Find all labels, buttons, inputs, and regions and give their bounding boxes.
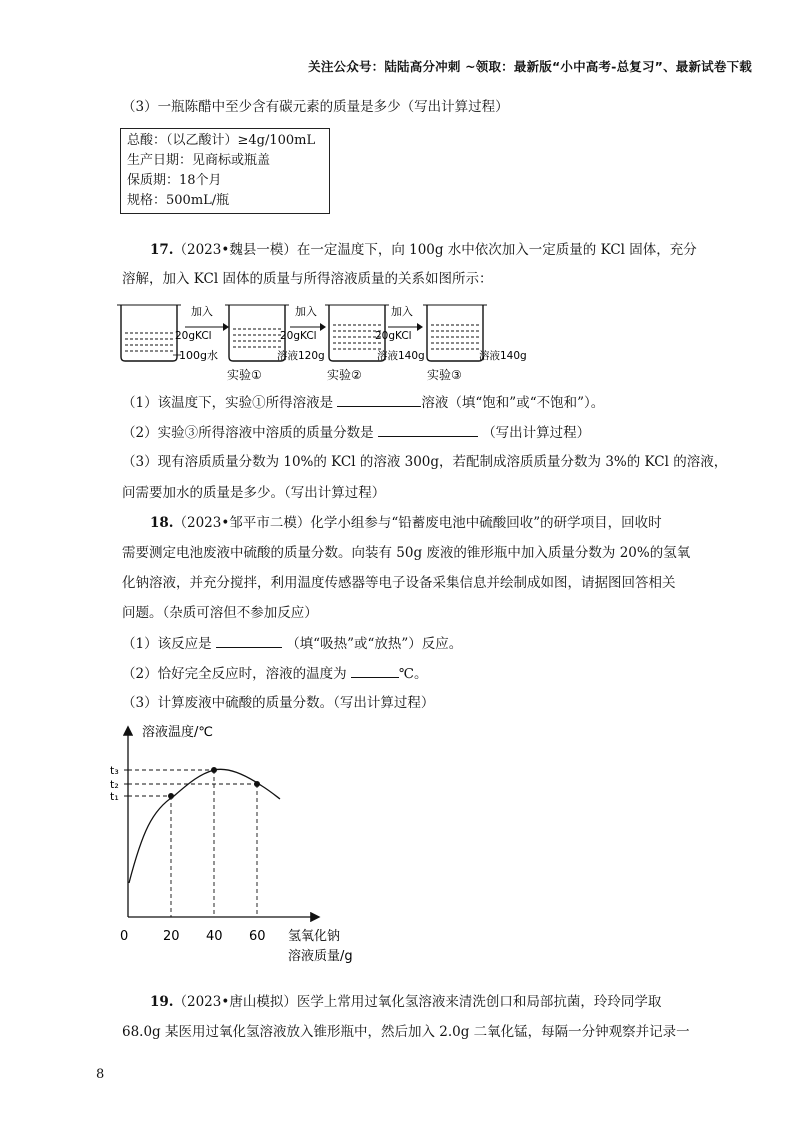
q17-part2 <box>122 422 590 443</box>
q18-part1-blank[interactable] <box>216 633 282 648</box>
y-tick-label-0: t₃ <box>110 764 119 777</box>
q17-intro-text: （2023•魏县一模）在一定温度下，向 100g 水中依次加入一定质量的 KCl 固体，充分 <box>173 242 697 258</box>
q18-part3: （3）计算废液中硫酸的质量分数。（写出计算过程） <box>122 695 435 711</box>
add-amount-3: 20gKCl <box>375 330 412 342</box>
q18-part1-prefix: （1）该反应是 <box>122 636 212 652</box>
q19-intro-1 <box>150 992 661 1012</box>
q18-intro-text: （2023•邹平市二模）化学小组参与“铅蓄废电池中硫酸回收”的研学项目，回收时 <box>173 515 662 531</box>
solution-label-1: 溶液120g <box>277 350 325 362</box>
x-tick-label-0: 20 <box>163 929 180 944</box>
add-amount-2: 20gKCl <box>280 330 317 342</box>
q17-part3-line1: （3）现有溶质质量分数为 10%的 KCl 的溶液 300g，若配制成溶质质量分数为 3%的 KCl 的溶液， <box>122 454 728 470</box>
vinegar-label-box <box>120 128 330 214</box>
page-number: 8 <box>96 1067 105 1082</box>
q18-intro-2: 需要测定电池废液中硫酸的质量分数。向装有 50g 废液的锥形瓶中加入质量分数为 20%的氢氧 <box>122 545 691 561</box>
label-line-date: 生产日期：见商标或瓶盖 <box>127 153 271 168</box>
add-label-2: 加入 <box>295 305 317 318</box>
experiment-2-label: 实验② <box>327 368 362 382</box>
origin-label: 0 <box>120 929 129 944</box>
x-axis-label-line1: 氢氧化钠 <box>288 929 341 944</box>
q18-intro-4: 问题。（杂质可溶但不参加反应） <box>122 605 318 621</box>
q17-intro-1 <box>150 240 697 260</box>
beaker-diagram <box>115 297 555 387</box>
add-label-1: 加入 <box>191 305 213 318</box>
add-label-3: 加入 <box>391 305 413 318</box>
q17-part1-suffix: 溶液（填“饱和”或“不饱和”）。 <box>421 395 605 411</box>
label-line-shelf: 保质期：18个月 <box>127 173 222 188</box>
experiment-1-label: 实验① <box>227 368 262 382</box>
label-line-acid: 总酸：（以乙酸计）≥4g/100mL <box>127 133 316 148</box>
beaker-1 <box>117 305 181 361</box>
experiment-3-label: 实验③ <box>427 368 462 382</box>
q18-intro-3: 化钠溶液，并充分搅拌，利用温度传感器等电子设备采集信息并绘制成如图，请据图回答相关 <box>122 575 676 591</box>
data-point-1 <box>211 767 217 773</box>
q19-intro-text: （2023•唐山模拟）医学上常用过氧化氢溶液来清洗创口和局部抗菌，玲玲同学取 <box>173 994 662 1010</box>
q16-part3: （3）一瓶陈醋中至少含有碳元素的质量是多少（写出计算过程） <box>122 99 509 115</box>
q17-part1 <box>122 392 604 413</box>
temperature-chart <box>110 718 370 973</box>
q17-part2-blank[interactable] <box>378 422 478 437</box>
solution-label-3: 溶液140g <box>479 350 527 362</box>
q18-part2 <box>122 663 428 684</box>
x-tick-label-2: 60 <box>249 929 266 944</box>
q19-intro-2: 68.0g 某医用过氧化氢溶液放入锥形瓶中，然后加入 2.0g 二氧化锰，每隔一分钟观察并记录一 <box>122 1024 690 1040</box>
data-point-2 <box>254 781 260 787</box>
solution-label-2: 溶液140g <box>377 350 425 362</box>
q17-part2-suffix: （写出计算过程） <box>482 425 591 441</box>
q18-number: 18. <box>150 515 174 531</box>
q17-part1-blank[interactable] <box>337 392 421 407</box>
y-axis-label: 溶液温度/℃ <box>142 725 213 740</box>
q19-number: 19. <box>150 994 174 1010</box>
x-tick-label-1: 40 <box>206 929 223 944</box>
page-header: 关注公众号：陆陆高分冲刺 ~领取：最新版“小中高考-总复习”、最新试卷下载 <box>308 59 752 74</box>
beaker-4 <box>423 305 487 361</box>
q18-part2-blank[interactable] <box>351 663 399 678</box>
q18-part2-suffix: ℃。 <box>398 666 428 682</box>
q17-part1-prefix: （1）该温度下，实验①所得溶液是 <box>122 395 334 411</box>
add-amount-1: 20gKCl <box>175 330 212 342</box>
x-axis-label-line2: 溶液质量/g <box>288 949 353 964</box>
q18-part1-suffix: （填“吸热”或“放热”）反应。 <box>286 636 463 652</box>
q18-intro-1 <box>150 513 662 533</box>
q17-intro-2: 溶解，加入 KCl 固体的质量与所得溶液质量的关系如图所示： <box>122 271 493 287</box>
y-tick-label-2: t₁ <box>110 790 119 803</box>
q17-number: 17. <box>150 242 174 258</box>
q18-part1 <box>122 633 462 654</box>
q17-part2-prefix: （2）实验③所得溶液中溶质的质量分数是 <box>122 425 374 441</box>
y-tick-label-1: t₂ <box>110 778 119 791</box>
q18-part2-prefix: （2）恰好完全反应时，溶液的温度为 <box>122 666 347 682</box>
label-line-spec: 规格：500mL/瓶 <box>127 193 230 208</box>
water-label: 100g水 <box>179 349 218 362</box>
data-point-0 <box>168 793 174 799</box>
q17-part3-line2: 问需要加水的质量是多少。（写出计算过程） <box>122 485 386 501</box>
